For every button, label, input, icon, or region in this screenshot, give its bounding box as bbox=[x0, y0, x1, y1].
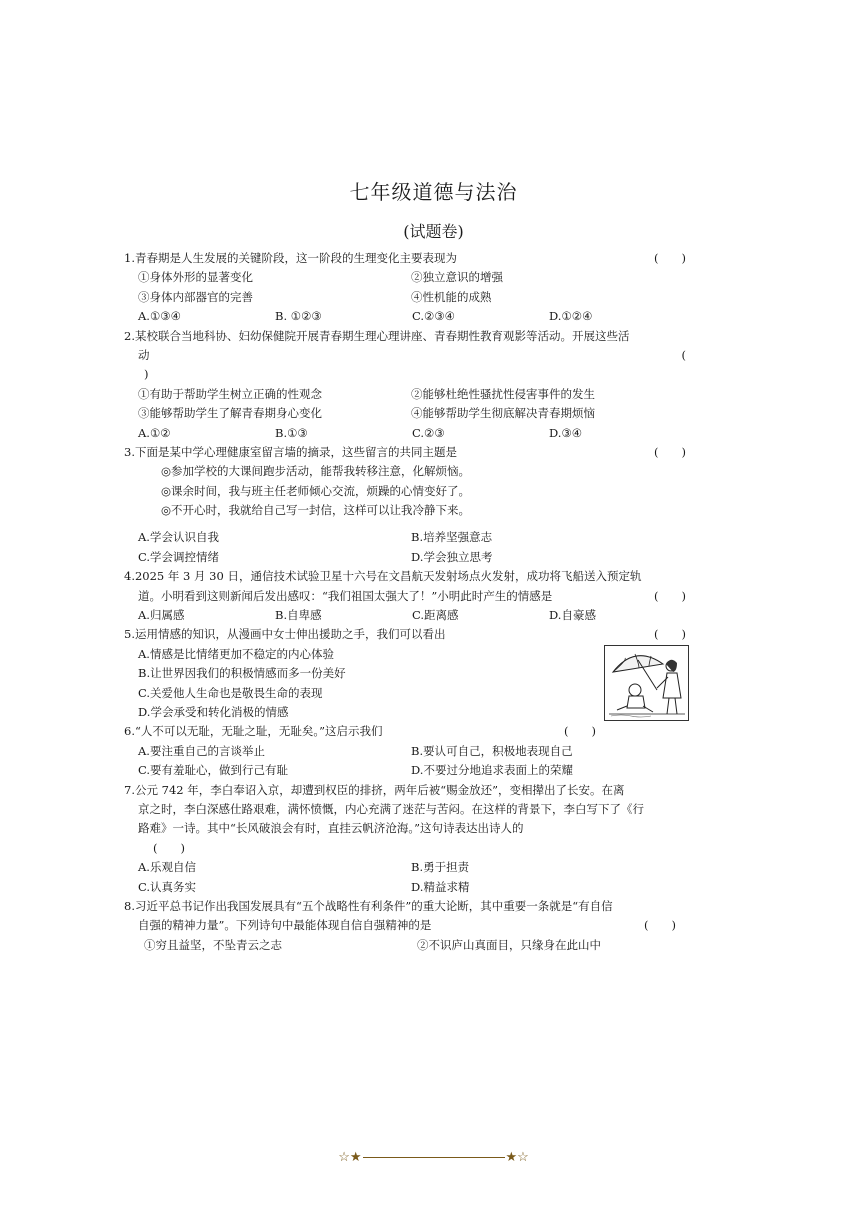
question-5-stem: 5.运用情感的知识，从漫画中女士伸出援助之手，我们可以看出 ( ) bbox=[124, 625, 690, 644]
question-7-stem-cont: 京之时，李白深感仕路艰难，满怀愤慨，内心充满了迷茫与苦闷。在这样的背景下，李白写下了《行 bbox=[138, 801, 644, 816]
page-subtitle: (试题卷) bbox=[403, 222, 464, 241]
question-4-options: A.归属感 B.自卑感 C.距离感 D.自豪感 bbox=[138, 608, 596, 623]
answer-bracket: ( ) bbox=[153, 840, 185, 855]
question-3-quote: ◎课余时间，我与班主任老师倾心交流，烦躁的心情变好了。 bbox=[161, 483, 471, 498]
question-5-option: A.情感是比情绪更加不稳定的内心体验 bbox=[138, 646, 334, 661]
answer-bracket: ( ) bbox=[644, 918, 676, 933]
question-7-stem-cont: 路难》一诗。其中“长风破浪会有时，直挂云帆济沧海。”这句诗表达出诗人的 bbox=[138, 821, 524, 836]
question-3-stem: 3.下面是某中学心理健康室留言墙的摘录，这些留言的共同主题是 ( ) bbox=[124, 443, 690, 462]
answer-bracket: ( ) bbox=[654, 627, 686, 642]
question-6-stem: 6.“人不可以无耻，无耻之耻，无耻矣。”这启示我们 ( ) bbox=[124, 722, 690, 741]
answer-bracket: ( ) bbox=[564, 724, 596, 739]
answer-bracket: ( ) bbox=[654, 251, 686, 265]
question-3-quote: ◎不开心时，我就给自己写一封信，这样可以让我冷静下来。 bbox=[161, 503, 471, 518]
question-2-items-row: ③能够帮助学生了解青春期身心变化 ④能够帮助学生彻底解决青春期烦恼 bbox=[138, 406, 595, 421]
star-icon: ☆★ bbox=[338, 1150, 362, 1165]
question-6-options: C.要有羞耻心，做到行己有耻 D.不要过分地追求表面上的荣耀 bbox=[138, 763, 573, 778]
answer-bracket: ( ) bbox=[654, 588, 686, 603]
footer-divider bbox=[363, 1157, 505, 1158]
star-icon: ★☆ bbox=[505, 1150, 529, 1165]
question-2-items-row: ①有助于帮助学生树立正确的性观念 ②能够杜绝性骚扰性侵害事件的发生 bbox=[138, 386, 595, 401]
answer-bracket: ( ) bbox=[654, 444, 686, 459]
umbrella-cartoon-icon bbox=[604, 645, 689, 721]
question-5-option: D.学会承受和转化消极的情感 bbox=[138, 704, 289, 719]
page-title: 七年级道德与法治 bbox=[349, 180, 518, 204]
question-1-items-row: ③身体内部器官的完善 ④性机能的成熟 bbox=[138, 289, 492, 304]
question-2-stem: 2.某校联合当地科协、妇幼保健院开展青春期生理心理讲座、青春期性教育观影等活动。开展这些活 bbox=[124, 328, 630, 343]
question-1-options: A.①③④ B. ①②③ C.②③④ D.①②④ bbox=[138, 309, 593, 324]
question-3-options: C.学会调控情绪 D.学会独立思考 bbox=[138, 549, 493, 564]
question-3-quote: ◎参加学校的大课间跑步活动，能帮我转移注意，化解烦恼。 bbox=[161, 464, 471, 479]
question-8-items-row: ①穷且益坚，不坠青云之志 ②不识庐山真面目，只缘身在此山中 bbox=[144, 937, 601, 952]
question-8-stem: 8.习近平总书记作出我国发展具有“五个战略性有利条件”的重大论断，其中重要一条就是“有自信 bbox=[124, 898, 613, 913]
question-3-options: A.学会认识自我 B.培养坚强意志 bbox=[138, 530, 493, 545]
question-7-stem: 7.公元 742 年，李白奉诏入京，却遭到权臣的排挤，两年后被“赐金放还”，变相撵出了长安。在离 bbox=[124, 782, 625, 797]
question-8-stem-cont: 自强的精神力量”。下列诗句中最能体现自信自强精神的是 ( ) bbox=[124, 916, 690, 935]
question-5-option: B.让世界因我们的积极情感而多一份美好 bbox=[138, 666, 346, 681]
question-5-option: C.关爱他人生命也是敬畏生命的表现 bbox=[138, 685, 323, 700]
question-2-options: A.①② B.①③ C.②③ D.③④ bbox=[138, 425, 583, 440]
question-2-stem-cont: ) bbox=[144, 367, 149, 382]
question-7-options: C.认真务实 D.精益求精 bbox=[138, 879, 470, 894]
question-1-stem: 1.青春期是人生发展的关键阶段，这一阶段的生理变化主要表现为 ( ) bbox=[124, 249, 690, 268]
question-2-stem-cont: 动 ( bbox=[138, 347, 686, 362]
page-footer-ornament bbox=[0, 1150, 867, 1165]
question-7-options: A.乐观自信 B.勇于担责 bbox=[138, 860, 470, 875]
question-1-items-row: ①身体外形的显著变化 ②独立意识的增强 bbox=[138, 270, 503, 285]
question-list bbox=[124, 249, 690, 955]
question-4-stem: 4.2025 年 3 月 30 日，通信技术试验卫星十六号在文昌航天发射场点火发射，成功将飞船送入预定轨 bbox=[124, 569, 642, 584]
question-6-options: A.要注重自己的言谈举止 B.要认可自己，积极地表现自己 bbox=[138, 743, 573, 758]
question-4-stem-cont: 道。小明看到这则新闻后发出感叹：“我们祖国太强大了！”小明此时产生的情感是 ( ) bbox=[124, 587, 690, 606]
